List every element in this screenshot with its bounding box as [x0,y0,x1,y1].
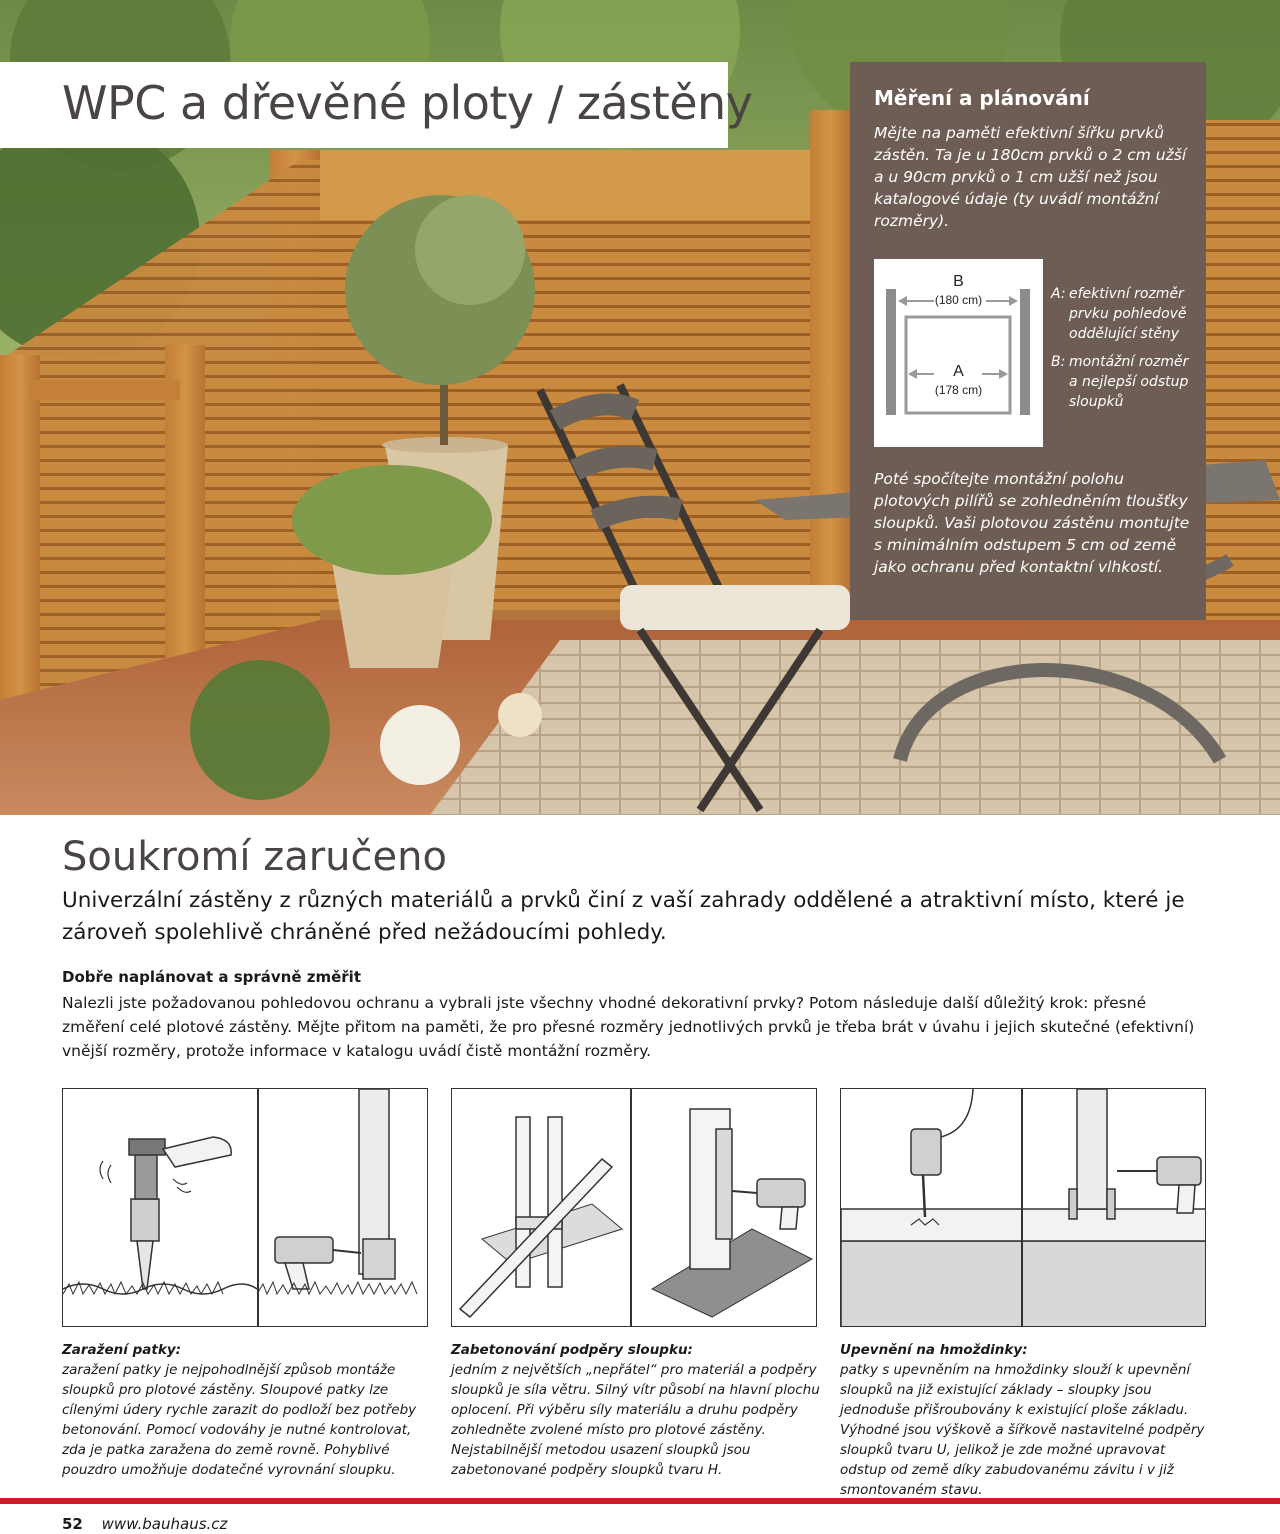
legend-item-b [1051,352,1201,412]
info-paragraph-1: Mějte na paměti efektivní šířku prvků zástěn. Ta je u 180cm prvků o 2 cm užší a u 90cm prvků o 1 cm užší než jsou katalogové údaje (ty uvádí montážní rozměry). [874,124,1187,230]
diagram-value-b: (180 cm) [934,293,983,307]
legend-text-a: efektivní rozměr prvku pohledově oddělující stěny [1069,286,1187,342]
illustration-driven-post-anchor [62,1088,428,1327]
legend-item-a [1051,284,1201,344]
hammer-post-anchor-drawing [63,1089,428,1327]
subsection-text: Nalezli jste požadovanou pohledovou ochranu a vybrali jste všechny vhodné dekorativní prvky? Potom následuje další důležitý krok: přesné změření celé plotové zástěny. Mějte přitom na paměti, že pro přesné rozměry jednotlivých prvků je třeba brát v úvahu i jejich skutečné (efektivní) vnější rozměry, protože informace v katalogu uvádí čistě montážní rozměry. [62,994,1195,1060]
diagram-label-a: A [953,363,964,380]
caption-text: jedním z největších „nepřátel“ pro materiál a podpěry sloupků je síla větru. Silný vítr působí na hlavní plochu oplocení. Při výběru síly materiálu a druhu podpěry zohledněte zvolené místo pro plotové zástěny. Nejstabilnější metodou usazení sloupků jsou zabetonované podpěry sloupků tvaru H. [451,1362,820,1478]
illustration-dowel-mounting [840,1088,1206,1327]
diagram-legend [1051,284,1201,412]
illustration-concreted-post-support [451,1088,817,1327]
illustration-divider [257,1089,259,1326]
illustration-divider [630,1089,632,1326]
illustration-divider [1021,1089,1023,1326]
subsection-heading: Dobře naplánovat a správně změřit [62,968,361,986]
lead-paragraph: Univerzální zástěny z různých materiálů a prvků činí z vaší zahrady oddělené a atraktivní místo, které je zároveň spolehlivě chráněné před nežádoucími pohledy. [62,888,1185,945]
diagram-value-a: (178 cm) [934,383,983,397]
info-heading: Měření a plánování [874,86,1090,110]
caption-concreted-support [451,1340,821,1480]
page-title: WPC a dřevěné ploty / zástěny [62,76,753,130]
measurement-diagram [874,259,1043,447]
footer-divider [0,1498,1280,1504]
caption-text: patky s upevněním na hmoždinky slouží k upevnění sloupků na již existující základy – sloupky jsou jednoduše přišroubovány k existující ploše základu. Výhodné jsou výškově a šířkově nastavitelné podpěry sloupků tvaru U, jelikož je zde možné upravovat odstup od země díky zabudovanému závitu i v již smontovaném stavu. [840,1362,1205,1498]
info-paragraph-2: Poté spočítejte montážní polohu plotových pilířů se zohledněním tloušťky sloupků. Vaši plotovou zástěnu montujte s minimálním odstupem 5 cm od země jako ochranu před kontaktní vlhkostí. [874,470,1190,576]
diagram-label-b: B [953,273,964,290]
title-box [0,62,753,148]
page-number: 52 [62,1515,83,1533]
caption-driven-anchor [62,1340,432,1480]
caption-text: zaražení patky je nejpohodlnější způsob montáže sloupků pro plotové zástěny. Sloupové patky lze cílenými údery rychle zarazit do podloží bez potřeby betonování. Pomocí vodováhy je nutné kontrolovat, zda je patka zaražena do země rovně. Pohyblivé pouzdro umožňuje dodatečné vyrovnání sloupku. [62,1362,417,1478]
h-support-drawing [452,1089,817,1327]
legend-key-a: A: [1051,286,1066,302]
dowel-mounting-drawing [841,1089,1206,1327]
section-title: Soukromí zaručeno [62,834,447,880]
legend-key-b: B: [1051,354,1066,370]
caption-title: Zabetonování podpěry sloupku: [451,1342,693,1358]
info-panel [850,62,1206,620]
website-link[interactable]: www.bauhaus.cz [101,1515,228,1533]
footer [62,1515,227,1533]
caption-title: Zaražení patky: [62,1342,182,1358]
caption-dowel-mounting [840,1340,1210,1500]
legend-text-b: montážní rozměr a nejlepší odstup sloupků [1069,354,1189,410]
caption-title: Upevnění na hmoždinky: [840,1342,1028,1358]
